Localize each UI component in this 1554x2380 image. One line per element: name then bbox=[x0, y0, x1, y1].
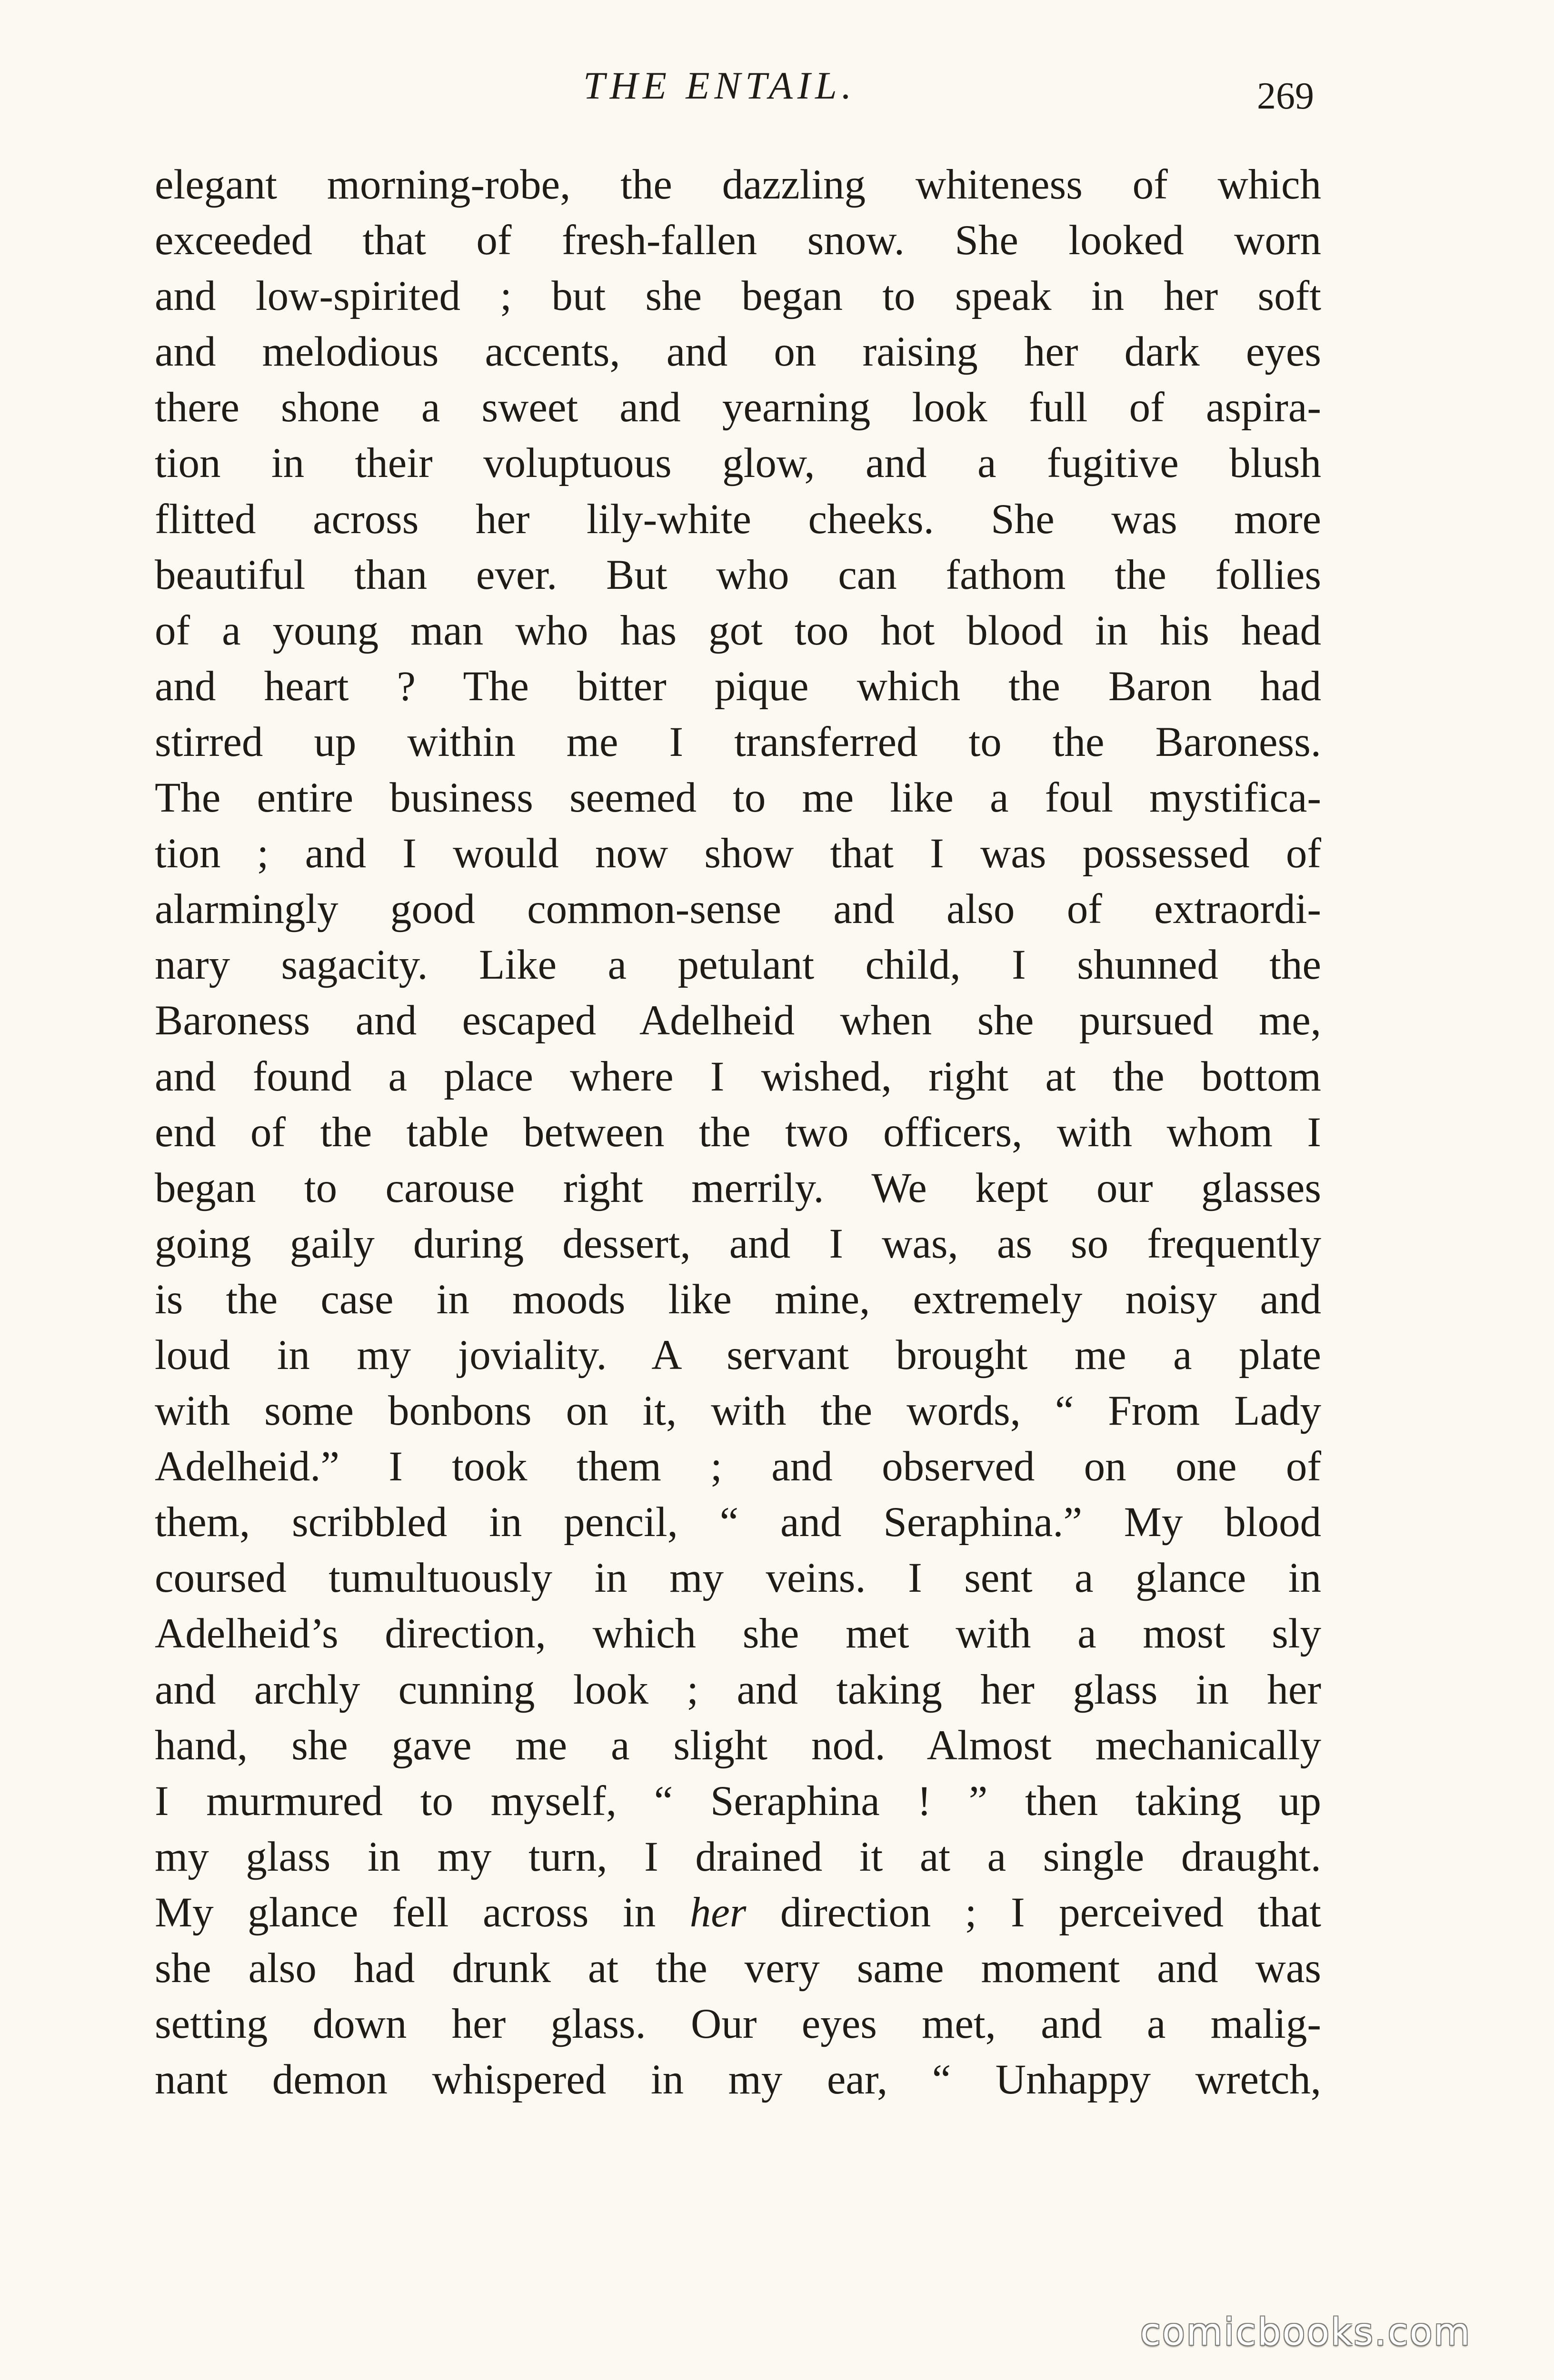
text-line: stirred up within me I transferred to the Baroness. bbox=[155, 718, 1321, 765]
text-line: end of the table between the two officers, with whom I bbox=[155, 1109, 1321, 1156]
text-line: Baroness and escaped Adelheid when she pursued me, bbox=[155, 997, 1321, 1044]
text-line: and found a place where I wished, right at the bottom bbox=[155, 1053, 1321, 1100]
text-line: and low-spirited ; but she began to speak in her soft bbox=[155, 273, 1321, 320]
text-line: I murmured to myself, “ Seraphina ! ” then taking up bbox=[155, 1777, 1321, 1825]
text-line: alarmingly good common-sense and also of extraordi- bbox=[155, 886, 1321, 933]
text-line: is the case in moods like mine, extremely noisy and bbox=[155, 1276, 1321, 1323]
running-title: THE ENTAIL. bbox=[583, 64, 857, 107]
text-line: nant demon whispered in my ear, “ Unhappy wretch, bbox=[155, 2056, 1321, 2103]
text-line: tion in their voluptuous glow, and a fugitive blush bbox=[155, 440, 1321, 487]
text-line: Adelheid’s direction, which she met with a most sly bbox=[155, 1610, 1321, 1657]
italic-emphasis: her bbox=[689, 1889, 747, 1936]
page-number: 269 bbox=[1257, 75, 1314, 117]
watermark: comicbooks.com bbox=[1140, 2311, 1472, 2354]
text-line: them, scribbled in pencil, “ and Seraphina.” My blood bbox=[155, 1499, 1321, 1546]
text-line: tion ; and I would now show that I was possessed of bbox=[155, 830, 1321, 877]
text-line bbox=[155, 1885, 1321, 1941]
text-line: setting down her glass. Our eyes met, and a malig- bbox=[155, 2001, 1321, 2048]
text-line: nary sagacity. Like a petulant child, I shunned the bbox=[155, 942, 1321, 989]
text-line: she also had drunk at the very same moment and was bbox=[155, 1945, 1321, 1992]
text-fragment: direction ; I perceived that bbox=[780, 1889, 1322, 1936]
text-line: there shone a sweet and yearning look full of aspira- bbox=[155, 384, 1321, 431]
text-line: going gaily during dessert, and I was, as so frequently bbox=[155, 1220, 1321, 1267]
text-line: began to carouse right merrily. We kept our glasses bbox=[155, 1164, 1321, 1211]
text-line: and melodious accents, and on raising her dark eyes bbox=[155, 328, 1321, 376]
text-line: Adelheid.” I took them ; and observed on one of bbox=[155, 1443, 1321, 1490]
text-line: beautiful than ever. But who can fathom the follies bbox=[155, 551, 1321, 598]
text-line: and archly cunning look ; and taking her glass in her bbox=[155, 1666, 1321, 1713]
text-line: with some bonbons on it, with the words, “ From Lady bbox=[155, 1388, 1321, 1435]
text-line: of a young man who has got too hot blood in his head bbox=[155, 607, 1321, 654]
text-line: flitted across her lily-white cheeks. She was more bbox=[155, 496, 1321, 543]
text-line: and heart ? The bitter pique which the Baron had bbox=[155, 663, 1321, 710]
text-line: The entire business seemed to me like a foul mystifica- bbox=[155, 774, 1321, 822]
text-line: coursed tumultuously in my veins. I sent a glance in bbox=[155, 1555, 1321, 1602]
text-line: my glass in my turn, I drained it at a single draught. bbox=[155, 1833, 1321, 1880]
body-text bbox=[155, 157, 1321, 2108]
text-line: loud in my joviality. A servant brought me a plate bbox=[155, 1331, 1321, 1378]
text-line: exceeded that of fresh-fallen snow. She looked worn bbox=[155, 217, 1321, 264]
text-fragment: My glance fell across in bbox=[155, 1889, 656, 1936]
text-line: hand, she gave me a slight nod. Almost mechanically bbox=[155, 1722, 1321, 1769]
text-line: elegant morning-robe, the dazzling whiteness of which bbox=[155, 161, 1321, 208]
